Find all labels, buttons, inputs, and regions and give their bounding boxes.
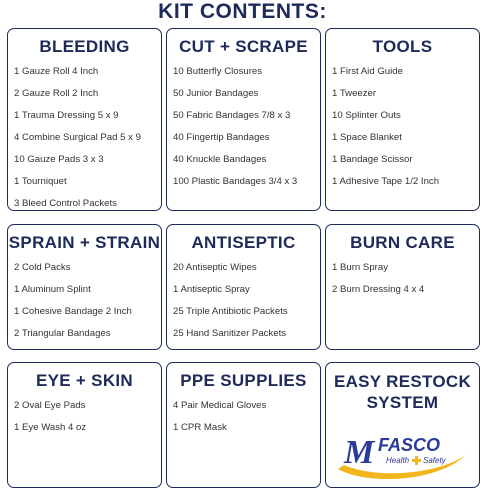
list-item: 100 Plastic Bandages 3/4 x 3 xyxy=(173,176,298,187)
card-heading xyxy=(326,363,479,413)
card-heading: ANTISEPTIC xyxy=(191,233,296,252)
card-heading: TOOLS xyxy=(372,37,433,56)
list-item: 1 Bandage Scissor xyxy=(332,154,413,165)
card-eye-skin xyxy=(7,362,162,488)
list-item: 2 Gauze Roll 2 Inch xyxy=(14,88,99,99)
list-item: 2 Triangular Bandages xyxy=(14,328,111,339)
list-item: 25 Hand Sanitizer Packets xyxy=(173,328,287,339)
list-item: 1 Burn Spray xyxy=(332,262,388,273)
card-heading: SPRAIN + STRAIN xyxy=(8,233,161,252)
list-item: 1 Cohesive Bandage 2 Inch xyxy=(14,306,132,317)
card-tools xyxy=(325,28,480,211)
item-list xyxy=(167,57,320,193)
item-list xyxy=(8,391,161,439)
card-burn-care xyxy=(325,224,480,350)
page-title: KIT CONTENTS: xyxy=(158,0,327,23)
item-list xyxy=(8,253,161,345)
logo-m-letter: M xyxy=(344,434,375,471)
card-heading: CUT + SCRAPE xyxy=(179,37,308,56)
list-item: 3 Bleed Control Packets xyxy=(14,198,117,209)
list-item: 1 Aluminum Splint xyxy=(14,284,91,295)
card-sprain-strain xyxy=(7,224,162,350)
card-bleeding xyxy=(7,28,162,211)
restock-heading-line1: EASY RESTOCK xyxy=(333,372,472,391)
card-heading: PPE SUPPLIES xyxy=(180,371,307,390)
item-list xyxy=(8,57,161,215)
list-item: 4 Combine Surgical Pad 5 x 9 xyxy=(14,132,141,143)
list-item: 50 Fabric Bandages 7/8 x 3 xyxy=(173,110,291,121)
logo-tagline-health: Health xyxy=(386,456,410,465)
restock-heading-line2: SYSTEM xyxy=(366,393,439,412)
list-item: 10 Splinter Outs xyxy=(332,110,401,121)
card-heading: EYE + SKIN xyxy=(35,371,133,390)
list-item: 25 Triple Antibiotic Packets xyxy=(173,306,288,317)
list-item: 40 Fingertip Bandages xyxy=(173,132,270,143)
list-item: 1 Tourniquet xyxy=(14,176,67,187)
list-item: 10 Gauze Pads 3 x 3 xyxy=(14,154,104,165)
logo-tagline-safety: Safety xyxy=(423,456,446,465)
item-list xyxy=(326,253,479,301)
list-item: 1 Eye Wash 4 oz xyxy=(14,422,87,433)
list-item: 1 Trauma Dressing 5 x 9 xyxy=(14,110,119,121)
item-list xyxy=(167,253,320,345)
list-item: 40 Knuckle Bandages xyxy=(173,154,267,165)
list-item: 10 Butterfly Closures xyxy=(173,66,263,77)
plus-cross-icon xyxy=(412,456,421,465)
mfasco-logo xyxy=(326,425,479,483)
list-item: 2 Oval Eye Pads xyxy=(14,400,86,411)
card-ppe-supplies xyxy=(166,362,321,488)
card-heading: BLEEDING xyxy=(39,37,130,56)
list-item: 1 CPR Mask xyxy=(173,422,227,433)
list-item: 2 Burn Dressing 4 x 4 xyxy=(332,284,425,295)
card-antiseptic xyxy=(166,224,321,350)
card-heading: BURN CARE xyxy=(350,233,455,252)
list-item: 1 Adhesive Tape 1/2 Inch xyxy=(332,176,440,187)
list-item: 4 Pair Medical Gloves xyxy=(173,400,267,411)
list-item: 1 First Aid Guide xyxy=(332,66,403,77)
card-easy-restock xyxy=(325,362,480,488)
item-list xyxy=(326,57,479,193)
mfasco-logo-graphic xyxy=(326,425,478,483)
list-item: 1 Space Blanket xyxy=(332,132,402,143)
item-list xyxy=(167,391,320,439)
list-item: 1 Tweezer xyxy=(332,88,377,99)
list-item: 1 Antiseptic Spray xyxy=(173,284,250,295)
list-item: 1 Gauze Roll 4 Inch xyxy=(14,66,99,77)
card-cut-scrape xyxy=(166,28,321,211)
list-item: 2 Cold Packs xyxy=(14,262,71,273)
list-item: 50 Junior Bandages xyxy=(173,88,259,99)
list-item: 20 Antiseptic Wipes xyxy=(173,262,257,273)
logo-wordmark: FASCO xyxy=(378,435,441,455)
